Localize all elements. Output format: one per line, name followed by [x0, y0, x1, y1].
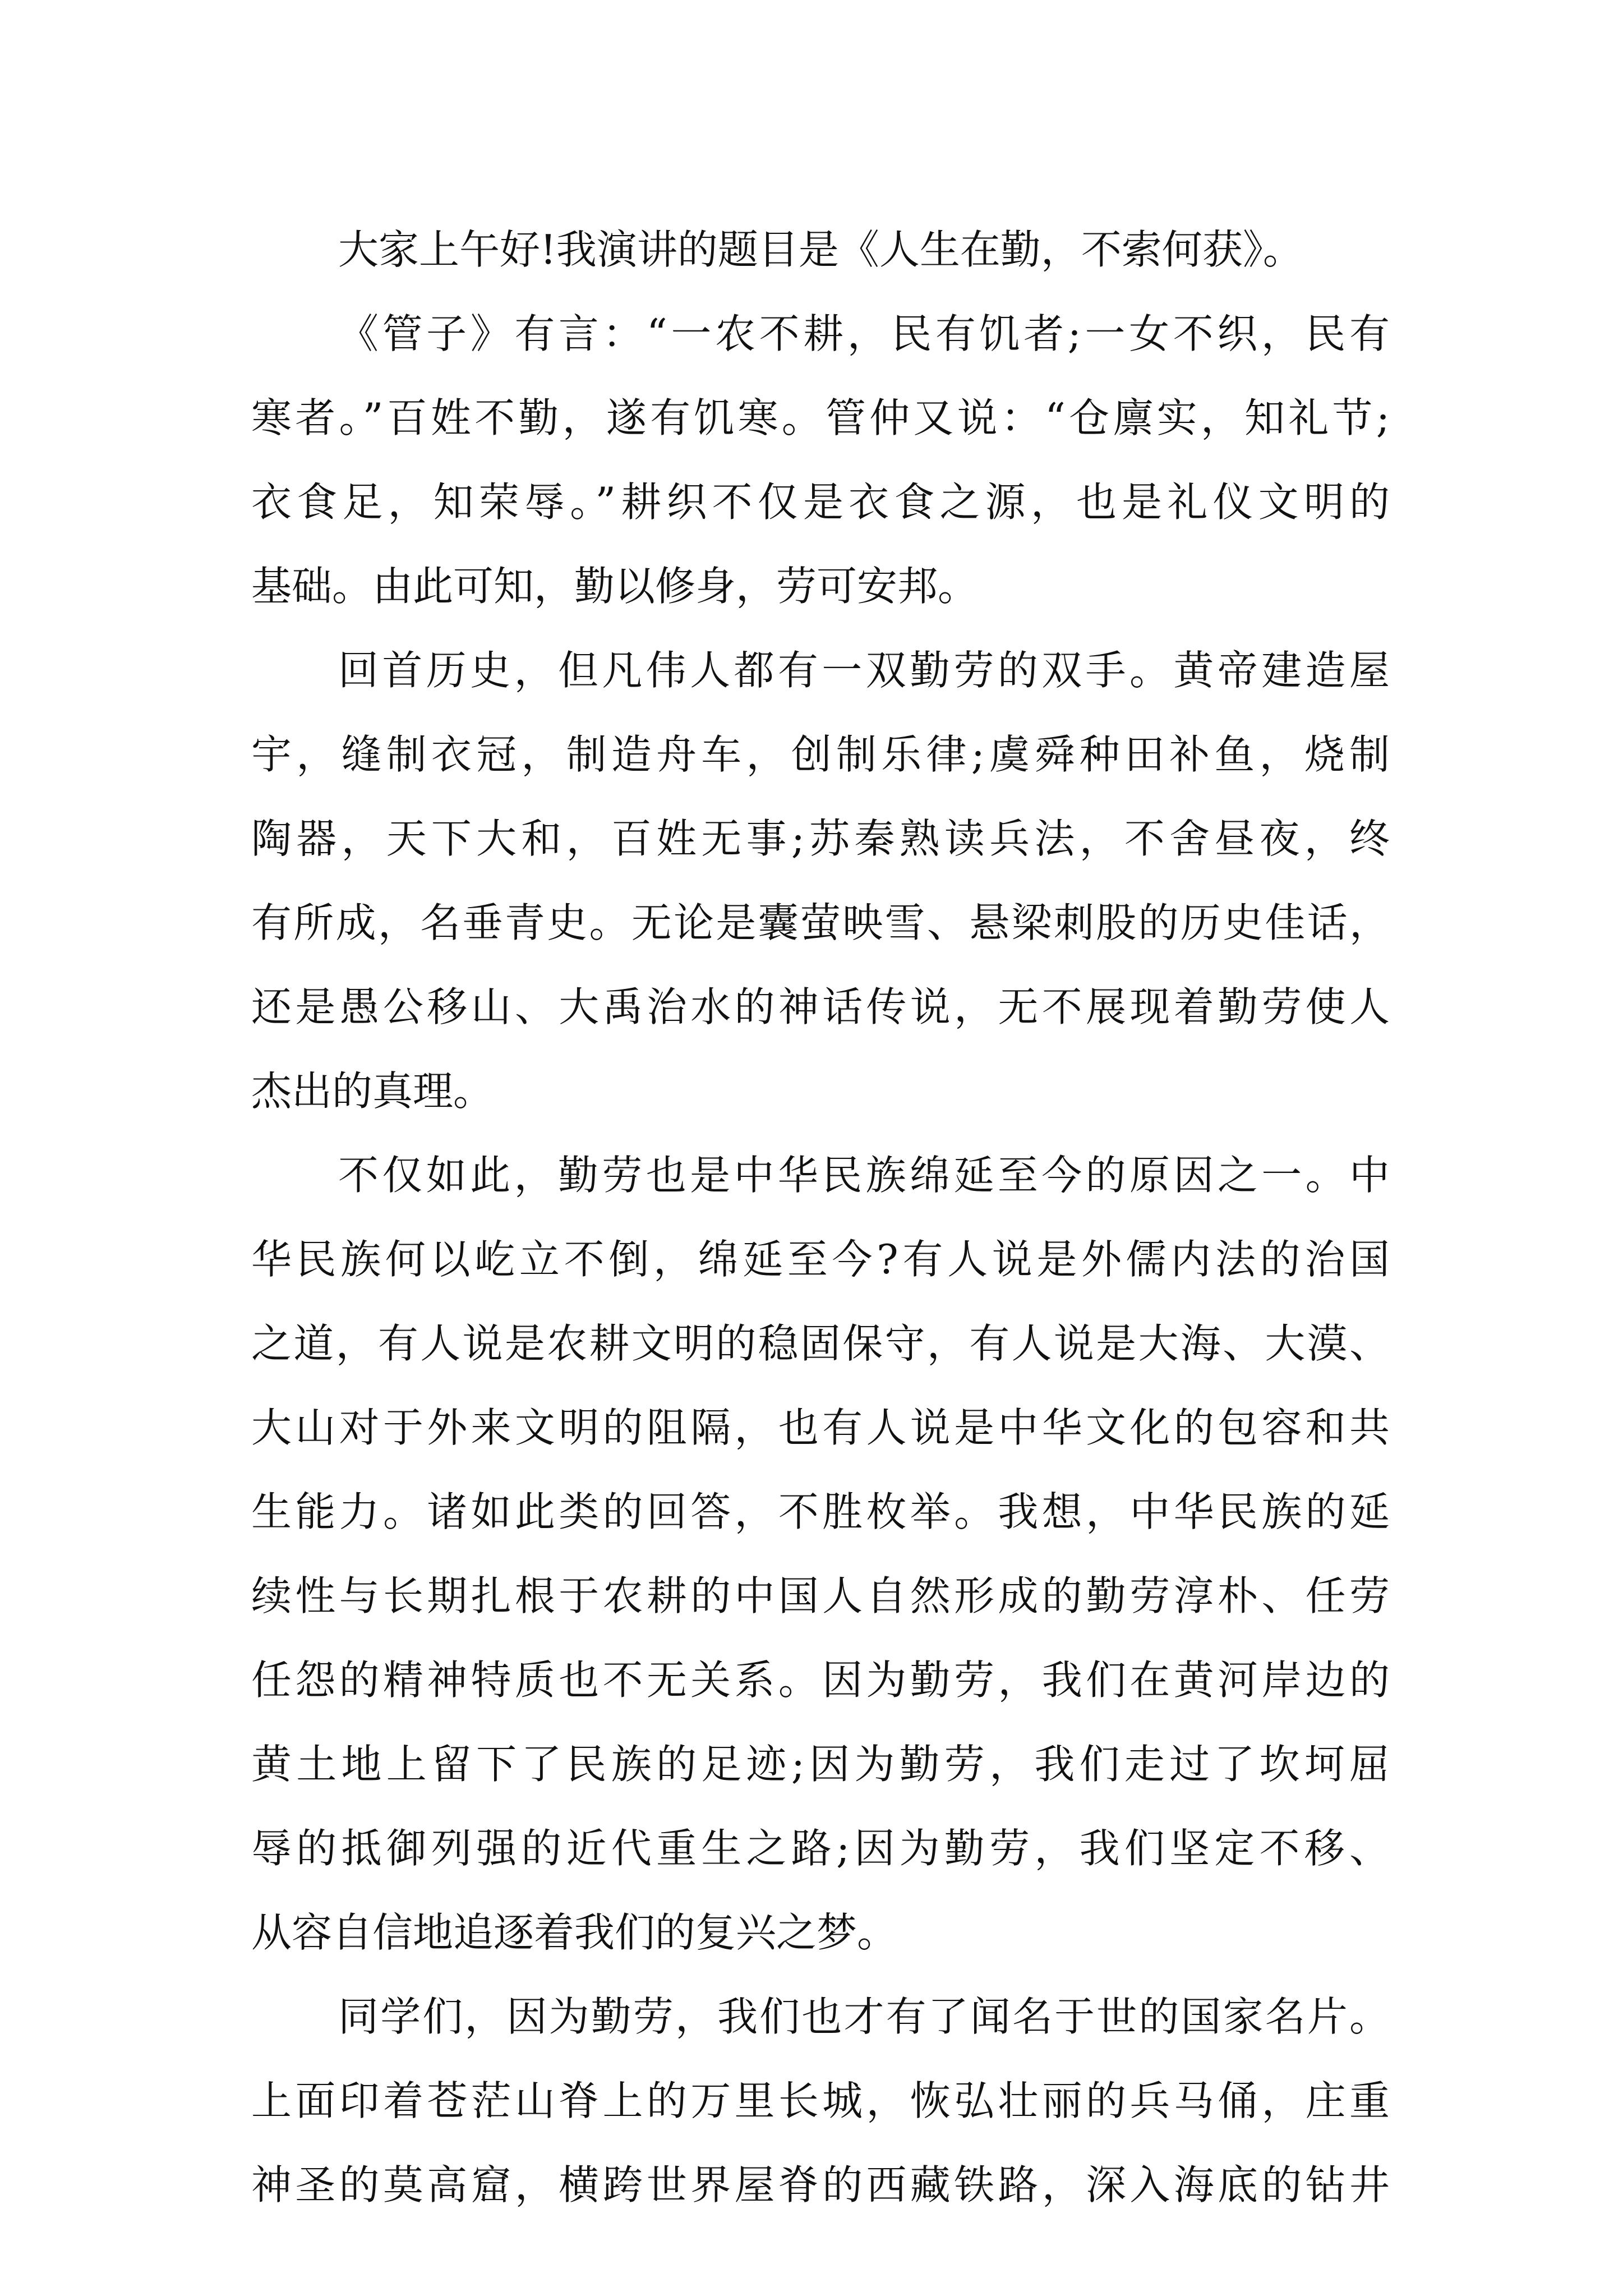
text-line: 不仅如此，勤劳也是中华民族绵延至今的原因之一。中	[338, 1152, 1390, 1199]
text-line: 衣食足，知荣辱。”耕织不仅是衣食之源，也是礼仪文明的	[251, 478, 1390, 526]
text-line: 杰出的真理。	[251, 1068, 494, 1115]
text-line: 宇，缝制衣冠，制造舟车，创制乐律;虞舜种田补鱼，烧制	[251, 731, 1390, 778]
text-line: 黄土地上留下了民族的足迹;因为勤劳，我们走过了坎坷屈	[251, 1741, 1390, 1788]
text-line: 回首历史，但凡伟人都有一双勤劳的双手。黄帝建造屋	[338, 647, 1390, 694]
text-line: 辱的抵御列强的近代重生之路;因为勤劳，我们坚定不移、	[251, 1825, 1390, 1872]
text-line: 神圣的莫高窟，横跨世界屋脊的西藏铁路，深入海底的钻井	[251, 2161, 1390, 2208]
speech-text	[251, 208, 1390, 2227]
text-line: 华民族何以屹立不倒，绵延至今?有人说是外儒内法的治国	[251, 1236, 1390, 1283]
paragraph	[251, 208, 1390, 292]
text-line: 还是愚公移山、大禹治水的神话传说，无不展现着勤劳使人	[251, 983, 1390, 1030]
text-line: 陶器，天下大和，百姓无事;苏秦熟读兵法，不舍昼夜，终	[251, 815, 1390, 862]
text-line: 生能力。诸如此类的回答，不胜枚举。我想，中华民族的延	[251, 1488, 1390, 1535]
text-line: 从容自信地追逐着我们的复兴之梦。	[251, 1909, 898, 1956]
text-line: 之道，有人说是农耕文明的稳固保守，有人说是大海、大漠、	[251, 1320, 1390, 1367]
paragraph	[251, 628, 1390, 1133]
text-line: 大山对于外来文明的阻隔，也有人说是中华文化的包容和共	[251, 1404, 1390, 1451]
text-line: 《管子》有言：“一农不耕，民有饥者;一女不织，民有	[338, 310, 1390, 357]
text-line: 任怨的精神特质也不无关系。因为勤劳，我们在黄河岸边的	[251, 1657, 1390, 1704]
text-line: 上面印着苍茫山脊上的万里长城，恢弘壮丽的兵马俑，庄重	[251, 2077, 1390, 2124]
text-line: 同学们，因为勤劳，我们也才有了闻名于世的国家名片。	[338, 1993, 1390, 2040]
paragraph	[251, 1975, 1390, 2227]
text-line: 寒者。”百姓不勤，遂有饥寒。管仲又说：“仓廪实，知礼节;	[251, 394, 1390, 441]
text-line: 大家上午好!我演讲的题目是《人生在勤，不索何获》。	[338, 226, 1303, 273]
text-line: 有所成，名垂青史。无论是囊萤映雪、悬梁刺股的历史佳话，	[251, 899, 1390, 946]
text-line: 续性与长期扎根于农耕的中国人自然形成的勤劳淳朴、任劳	[251, 1572, 1390, 1619]
paragraph	[251, 292, 1390, 628]
text-line: 基础。由此可知，勤以修身，劳可安邦。	[251, 563, 979, 610]
paragraph	[251, 1133, 1390, 1975]
